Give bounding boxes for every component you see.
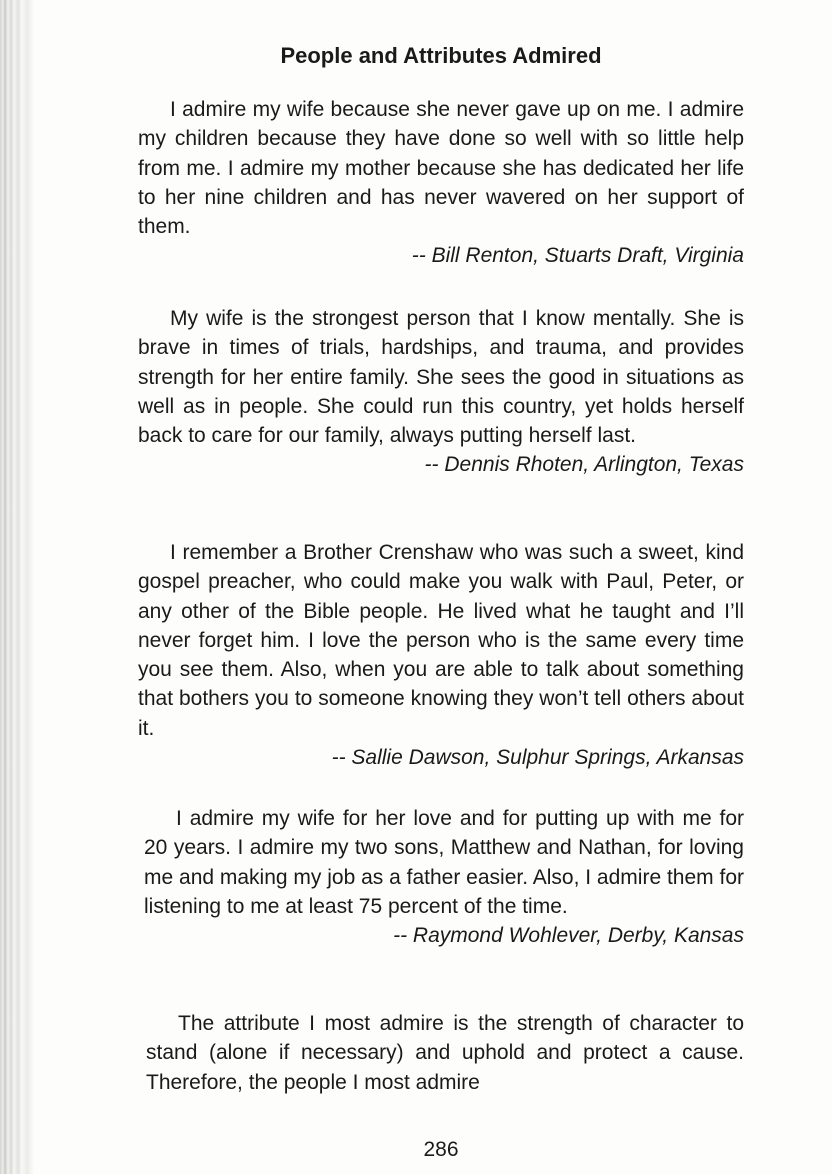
quote-attribution: -- Bill Renton, Stuarts Draft, Virginia <box>411 244 744 268</box>
quote-block <box>146 1009 744 1097</box>
quote-text: The attribute I most admire is the strength of character to stand (alone if necessary) and uphold and protect a cause. Therefore, the people I most admire <box>146 1012 744 1094</box>
page-edge <box>0 0 34 1174</box>
quote-text: I admire my wife because she never gave up on me. I admire my children because they have done so well with so little help from me. I admire my mother because she has dedicated her life to her nine children and has never wavered on her support of them. <box>138 98 744 239</box>
quote-block <box>138 304 744 480</box>
quote-text: My wife is the strongest person that I know mentally. She is brave in times of trials, hardships, and trauma, and provides strength for her entire family. She sees the good in situations as well as in people. She could run this country, yet holds herself back to care for our family, always putting herself last. <box>138 307 744 448</box>
quote-text: I remember a Brother Crenshaw who was such a sweet, kind gospel preacher, who could make you walk with Paul, Peter, or any other of the Bible people. He lived what he taught and I’ll never forget him. I love the person who is the same every time you see them. Also, when you are able to talk about something that bothers you to someone knowing they won’t tell others about it. <box>138 541 744 740</box>
quote-attribution: -- Raymond Wohlever, Derby, Kansas <box>393 924 744 948</box>
book-page <box>138 0 744 1174</box>
quote-block <box>138 95 744 271</box>
quote-block <box>144 804 744 950</box>
page-title: People and Attributes Admired <box>280 43 602 68</box>
quote-attribution: -- Sallie Dawson, Sulphur Springs, Arkansas <box>331 746 744 770</box>
page-number: 286 <box>423 1138 459 1161</box>
quote-block <box>138 538 744 772</box>
quote-text: I admire my wife for her love and for putting up with me for 20 years. I admire my two sons, Matthew and Nathan, for loving me and making my job as a father easier. Also, I admire them for listening to me at least 75 percent of the time. <box>144 807 744 918</box>
quote-attribution: -- Dennis Rhoten, Arlington, Texas <box>424 453 744 477</box>
